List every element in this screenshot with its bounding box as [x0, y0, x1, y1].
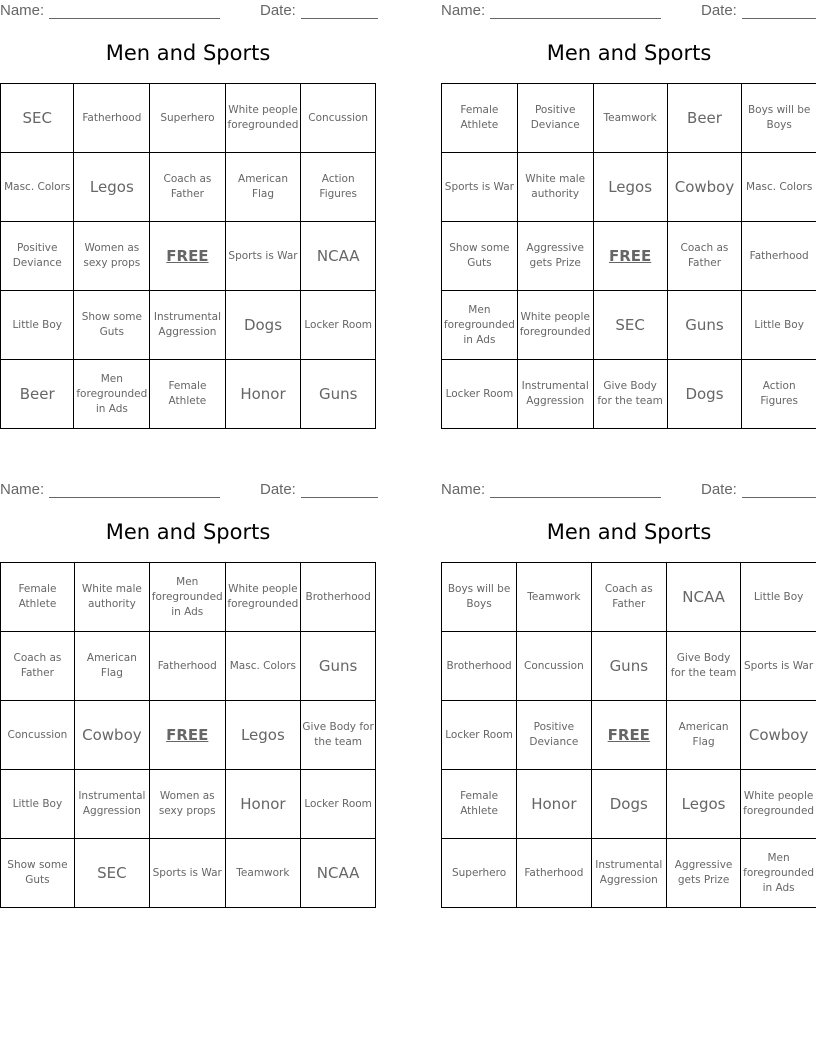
bingo-cell: Guns: [301, 632, 376, 701]
name-label: Name:: [441, 2, 486, 19]
bingo-cell: Locker Room: [301, 291, 376, 360]
bingo-cell: Men foregrounded in Ads: [741, 839, 816, 908]
grid-row: [442, 632, 816, 701]
bingo-cell: Locker Room: [301, 770, 376, 839]
bingo-cell: Instrumental Aggression: [517, 360, 593, 429]
bingo-cell: Little Boy: [1, 770, 75, 839]
date-label: Date:: [260, 481, 296, 498]
bingo-cell: White male authority: [74, 563, 149, 632]
bingo-cell: Honor: [517, 770, 592, 839]
free-space-cell: FREE: [150, 222, 225, 291]
bingo-cell: Show some Guts: [1, 839, 75, 908]
bingo-cell: Guns: [301, 360, 376, 429]
bingo-cell: Give Body for the team: [593, 360, 667, 429]
grid-row: [1, 632, 376, 701]
bingo-cell: Show some Guts: [442, 222, 518, 291]
date-field: [260, 481, 378, 498]
bingo-cell: Fatherhood: [517, 839, 592, 908]
card-title: Men and Sports: [546, 41, 712, 65]
bingo-cell: Give Body for the team: [301, 701, 376, 770]
card-title: Men and Sports: [546, 520, 712, 544]
bingo-grid: [441, 562, 816, 908]
date-label: Date:: [701, 2, 737, 19]
grid-row: [1, 360, 376, 429]
bingo-cell: Female Athlete: [442, 84, 518, 153]
bingo-cell: Positive Deviance: [517, 701, 592, 770]
bingo-cell: Masc. Colors: [225, 632, 301, 701]
date-label: Date:: [701, 481, 737, 498]
bingo-cell: Dogs: [225, 291, 301, 360]
bingo-cell: NCAA: [301, 222, 376, 291]
bingo-grid: [0, 562, 376, 908]
bingo-cell: White people foregrounded: [741, 770, 816, 839]
bingo-cell: American Flag: [74, 632, 149, 701]
bingo-cell: Dogs: [667, 360, 742, 429]
grid-row: [1, 291, 376, 360]
bingo-cell: Show some Guts: [74, 291, 150, 360]
bingo-cell: Honor: [225, 360, 301, 429]
name-blank-line: [490, 482, 661, 498]
bingo-cell: Legos: [666, 770, 740, 839]
bingo-cell: Fatherhood: [742, 222, 816, 291]
bingo-cell: Concussion: [517, 632, 592, 701]
bingo-cell: White male authority: [517, 153, 593, 222]
free-space-cell: FREE: [149, 701, 225, 770]
bingo-cell: Women as sexy props: [149, 770, 225, 839]
grid-row: [1, 84, 376, 153]
bingo-cell: Legos: [593, 153, 667, 222]
bingo-cell: Action Figures: [742, 360, 816, 429]
grid-row: [442, 222, 816, 291]
bingo-cell: Masc. Colors: [1, 153, 74, 222]
free-space-cell: FREE: [593, 222, 667, 291]
grid-row: [1, 222, 376, 291]
bingo-cell: Little Boy: [1, 291, 74, 360]
bingo-cell: White people foregrounded: [225, 84, 301, 153]
bingo-cell: Legos: [225, 701, 301, 770]
bingo-cell: NCAA: [301, 839, 376, 908]
grid-row: [1, 770, 376, 839]
bingo-cell: Guns: [667, 291, 742, 360]
bingo-cell: Cowboy: [667, 153, 742, 222]
date-blank-line: [742, 482, 816, 498]
bingo-cell: Beer: [1, 360, 74, 429]
bingo-cell: SEC: [1, 84, 74, 153]
name-field: [441, 481, 661, 498]
date-blank-line: [301, 3, 378, 19]
name-label: Name:: [441, 481, 486, 498]
grid-row: [442, 770, 816, 839]
bingo-cell: Aggressive gets Prize: [517, 222, 593, 291]
bingo-cell: Little Boy: [742, 291, 816, 360]
name-label: Name:: [0, 2, 45, 19]
bingo-cell: Sports is War: [149, 839, 225, 908]
card-header: [441, 479, 816, 501]
bingo-cell: Dogs: [591, 770, 666, 839]
grid-row: [442, 153, 816, 222]
bingo-cell: Brotherhood: [301, 563, 376, 632]
bingo-cell: Honor: [225, 770, 301, 839]
bingo-cell: Instrumental Aggression: [591, 839, 666, 908]
grid-row: [442, 360, 816, 429]
grid-row: [442, 701, 816, 770]
bingo-cell: Men foregrounded in Ads: [74, 360, 150, 429]
card-title: Men and Sports: [105, 520, 271, 544]
date-blank-line: [742, 3, 816, 19]
bingo-cell: Boys will be Boys: [742, 84, 816, 153]
date-label: Date:: [260, 2, 296, 19]
name-blank-line: [490, 3, 661, 19]
bingo-cell: Female Athlete: [150, 360, 225, 429]
bingo-cell: Women as sexy props: [74, 222, 150, 291]
bingo-cell: Coach as Father: [591, 563, 666, 632]
bingo-cell: Beer: [667, 84, 742, 153]
card-header: [0, 0, 376, 22]
bingo-cell: NCAA: [666, 563, 740, 632]
bingo-cell: Teamwork: [517, 563, 592, 632]
bingo-cell: Instrumental Aggression: [150, 291, 225, 360]
bingo-cell: Positive Deviance: [1, 222, 74, 291]
name-field: [441, 2, 661, 19]
bingo-cell: Sports is War: [442, 153, 518, 222]
bingo-cell: Cowboy: [74, 701, 149, 770]
bingo-cell: Fatherhood: [149, 632, 225, 701]
bingo-cell: Locker Room: [442, 701, 517, 770]
bingo-cell: SEC: [593, 291, 667, 360]
bingo-cell: Coach as Father: [1, 632, 75, 701]
bingo-cell: Men foregrounded in Ads: [149, 563, 225, 632]
bingo-cell: Men foregrounded in Ads: [442, 291, 518, 360]
bingo-cell: Legos: [74, 153, 150, 222]
bingo-cell: Coach as Father: [150, 153, 225, 222]
grid-row: [442, 563, 816, 632]
bingo-cell: Guns: [591, 632, 666, 701]
bingo-cell: Positive Deviance: [517, 84, 593, 153]
free-space-cell: FREE: [591, 701, 666, 770]
grid-row: [1, 701, 376, 770]
grid-row: [1, 153, 376, 222]
bingo-cell: Female Athlete: [1, 563, 75, 632]
bingo-cell: Fatherhood: [74, 84, 150, 153]
bingo-cell: Cowboy: [741, 701, 816, 770]
bingo-cell: White people foregrounded: [517, 291, 593, 360]
name-blank-line: [49, 3, 220, 19]
date-blank-line: [301, 482, 378, 498]
bingo-cell: SEC: [74, 839, 149, 908]
grid-row: [442, 839, 816, 908]
bingo-cell: Coach as Father: [667, 222, 742, 291]
date-field: [701, 2, 816, 19]
bingo-cell: Instrumental Aggression: [74, 770, 149, 839]
bingo-cell: Little Boy: [741, 563, 816, 632]
bingo-cell: Locker Room: [442, 360, 518, 429]
bingo-cell: Sports is War: [225, 222, 301, 291]
bingo-cell: Boys will be Boys: [442, 563, 517, 632]
date-field: [701, 481, 816, 498]
grid-row: [442, 291, 816, 360]
bingo-cell: Female Athlete: [442, 770, 517, 839]
name-blank-line: [49, 482, 220, 498]
bingo-cell: Superhero: [150, 84, 225, 153]
bingo-cell: Superhero: [442, 839, 517, 908]
bingo-grid: [441, 83, 816, 429]
bingo-cell: Brotherhood: [442, 632, 517, 701]
card-header: [0, 479, 376, 501]
bingo-cell: Concussion: [301, 84, 376, 153]
card-title: Men and Sports: [105, 41, 271, 65]
bingo-cell: Teamwork: [225, 839, 301, 908]
bingo-cell: White people foregrounded: [225, 563, 301, 632]
bingo-cell: Concussion: [1, 701, 75, 770]
card-header: [441, 0, 816, 22]
bingo-cell: Give Body for the team: [666, 632, 740, 701]
bingo-cell: American Flag: [666, 701, 740, 770]
bingo-cell: Teamwork: [593, 84, 667, 153]
date-field: [260, 2, 378, 19]
bingo-cell: Aggressive gets Prize: [666, 839, 740, 908]
bingo-cell: American Flag: [225, 153, 301, 222]
name-field: [0, 481, 220, 498]
bingo-cell: Action Figures: [301, 153, 376, 222]
bingo-grid: [0, 83, 376, 429]
grid-row: [442, 84, 816, 153]
name-label: Name:: [0, 481, 45, 498]
name-field: [0, 2, 220, 19]
grid-row: [1, 839, 376, 908]
bingo-cell: Masc. Colors: [742, 153, 816, 222]
bingo-cell: Sports is War: [741, 632, 816, 701]
grid-row: [1, 563, 376, 632]
